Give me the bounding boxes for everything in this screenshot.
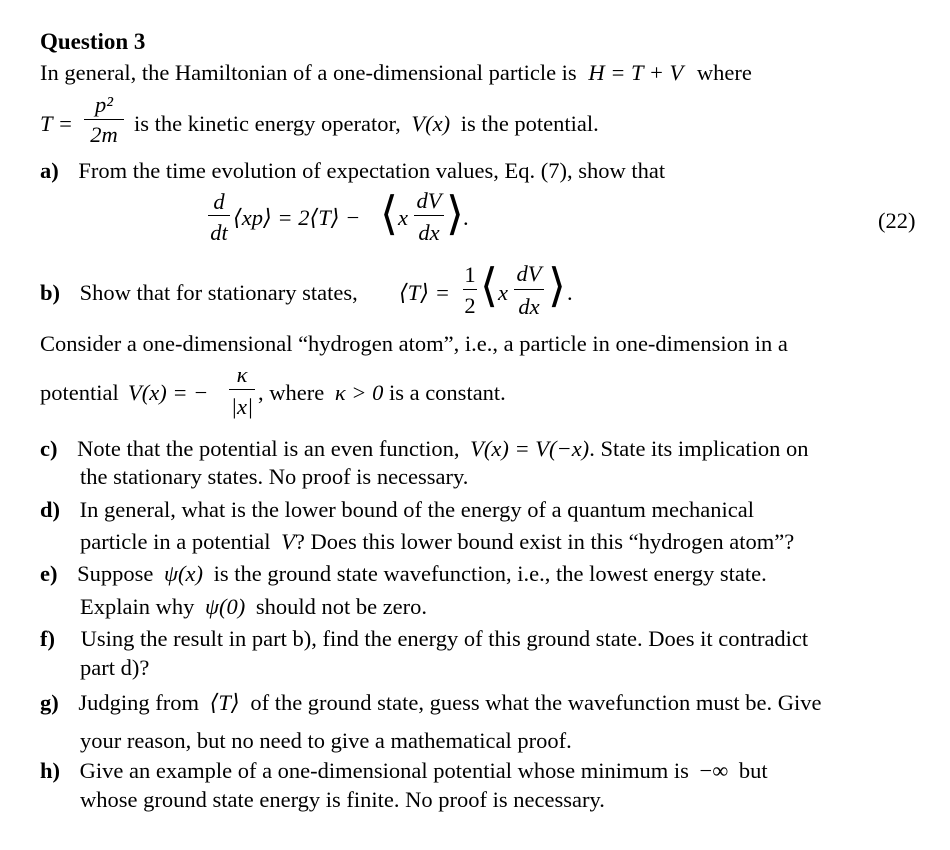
part-a-text: From the time evolution of expectation values, Eq. (7), show that [78,158,666,183]
eq22-dt: dt [210,220,228,245]
part-h-line-1 [40,760,768,783]
context-line-2-pre: potential [40,380,119,405]
part-c-line-2: the stationary states. No proof is necessary. [80,464,469,489]
part-e-text-2a: Explain why [80,594,195,619]
part-g-text-1b: of the ground state, guess what the wavefunction must be. Give [250,690,822,715]
hamiltonian-eq: H = T + V [588,60,684,85]
part-c-text-1: Note that the potential is an even function, [77,436,460,461]
part-c-line-1 [40,438,809,461]
context-where: , where [258,380,325,405]
part-d-text-2a: particle in a potential [80,529,271,554]
eq22-dx: dx [418,220,440,245]
part-g-text-1a: Judging from [78,690,199,715]
eq22-x: x [398,205,408,230]
part-d-V: V [281,529,295,554]
eq22-period: . [463,205,469,230]
part-d-text-2b: ? Does this lower bound exist in this “hydrogen atom”? [294,529,795,554]
eq22-d: d [213,189,225,214]
context-fraction-bar [229,389,255,390]
context-line-2-rest [258,382,506,405]
part-d-line-1 [40,499,754,522]
part-e-psi0: ψ(0) [204,594,246,619]
part-b-dVdx-bar [514,289,544,290]
part-b-dx: dx [518,294,540,319]
eq22-lhs: ⟨xp⟩ = 2⟨T⟩ − [233,205,361,230]
part-f-line-1 [40,628,808,651]
part-f-line-2: part d)? [80,655,150,680]
part-h-minus-infinity: −∞ [699,758,729,783]
intro-line [40,62,752,85]
part-f-label: f) [40,626,55,651]
part-a-line [40,160,665,183]
part-g-T: ⟨T⟩ [209,690,240,715]
part-b-left-angle: ⟨ [480,258,498,312]
potential-desc: is the potential. [460,111,599,136]
part-e-line-1 [40,563,767,586]
part-h-text-1b: but [738,758,768,783]
part-b-x: x [498,280,508,305]
part-e-text-2b: should not be zero. [255,594,428,619]
eq22-ddt-bar [208,215,230,216]
kinetic-denominator: 2m [90,122,118,147]
part-a-label: a) [40,158,59,183]
context-line-1: Consider a one-dimensional “hydrogen atom”, i.e., a particle in one-dimension in a [40,331,788,356]
intro-where: where [696,60,752,85]
eq22-dV: dV [416,188,442,213]
part-d-text-1: In general, what is the lower bound of the energy of a quantum mechanical [79,497,754,522]
intro-text: In general, the Hamiltonian of a one-dimensional particle is [40,60,577,85]
part-e-label: e) [40,561,58,586]
part-e-psi: ψ(x) [164,561,203,586]
context-kappa: κ [236,362,248,387]
eq22-right-angle: ⟩ [446,186,464,240]
context-absx: |x| [230,394,254,419]
part-h-text-1a: Give an example of a one-dimensional potential whose minimum is [79,758,689,783]
part-b-dV: dV [516,261,542,286]
question-title: Question 3 [40,29,146,54]
eq22-dVdx-bar [414,215,444,216]
part-e-text-1b: is the ground state wavefunction, i.e., the lowest energy state. [213,561,767,586]
part-b-line [40,282,358,305]
part-e-text-1a: Suppose [77,561,154,586]
kinetic-desc: is the kinetic energy operator, [134,111,401,136]
eq22-number: (22) [878,208,916,233]
part-d-line-2 [80,531,794,554]
kinetic-fraction-bar [84,119,124,120]
part-d-label: d) [40,497,61,522]
part-b-label: b) [40,280,61,305]
context-potential-eq: V(x) = − [128,380,209,405]
part-c-even-eq: V(x) = V(−x) [470,436,590,461]
part-b-half-bar [463,289,477,290]
part-c-text-1b: . State its implication on [589,436,809,461]
eq22-left-angle: ⟨ [380,186,398,240]
part-b-half-num: 1 [464,262,476,287]
part-c-label: c) [40,436,58,461]
potential-symbol: V(x) [411,111,451,136]
kinetic-line [134,113,599,136]
part-b-half-den: 2 [464,293,476,318]
kinetic-numerator: p² [95,92,113,117]
part-h-line-2: whose ground state energy is finite. No proof is necessary. [80,787,605,812]
part-e-line-2 [80,596,427,619]
part-b-right-angle: ⟩ [548,258,566,312]
context-line-2-end: is a constant. [388,380,506,405]
context-condition: κ > 0 [334,380,384,405]
part-g-line-2: your reason, but no need to give a mathematical proof. [80,728,572,753]
part-g-label: g) [40,690,59,715]
part-b-text: Show that for stationary states, [79,280,358,305]
kinetic-T: T = [40,111,73,136]
part-b-period: . [567,280,573,305]
part-g-line-1 [40,692,821,715]
part-b-eq-lhs: ⟨T⟩ = [399,280,450,305]
part-h-label: h) [40,758,61,783]
part-f-text-1: Using the result in part b), find the energy of this ground state. Does it contradict [80,626,809,651]
